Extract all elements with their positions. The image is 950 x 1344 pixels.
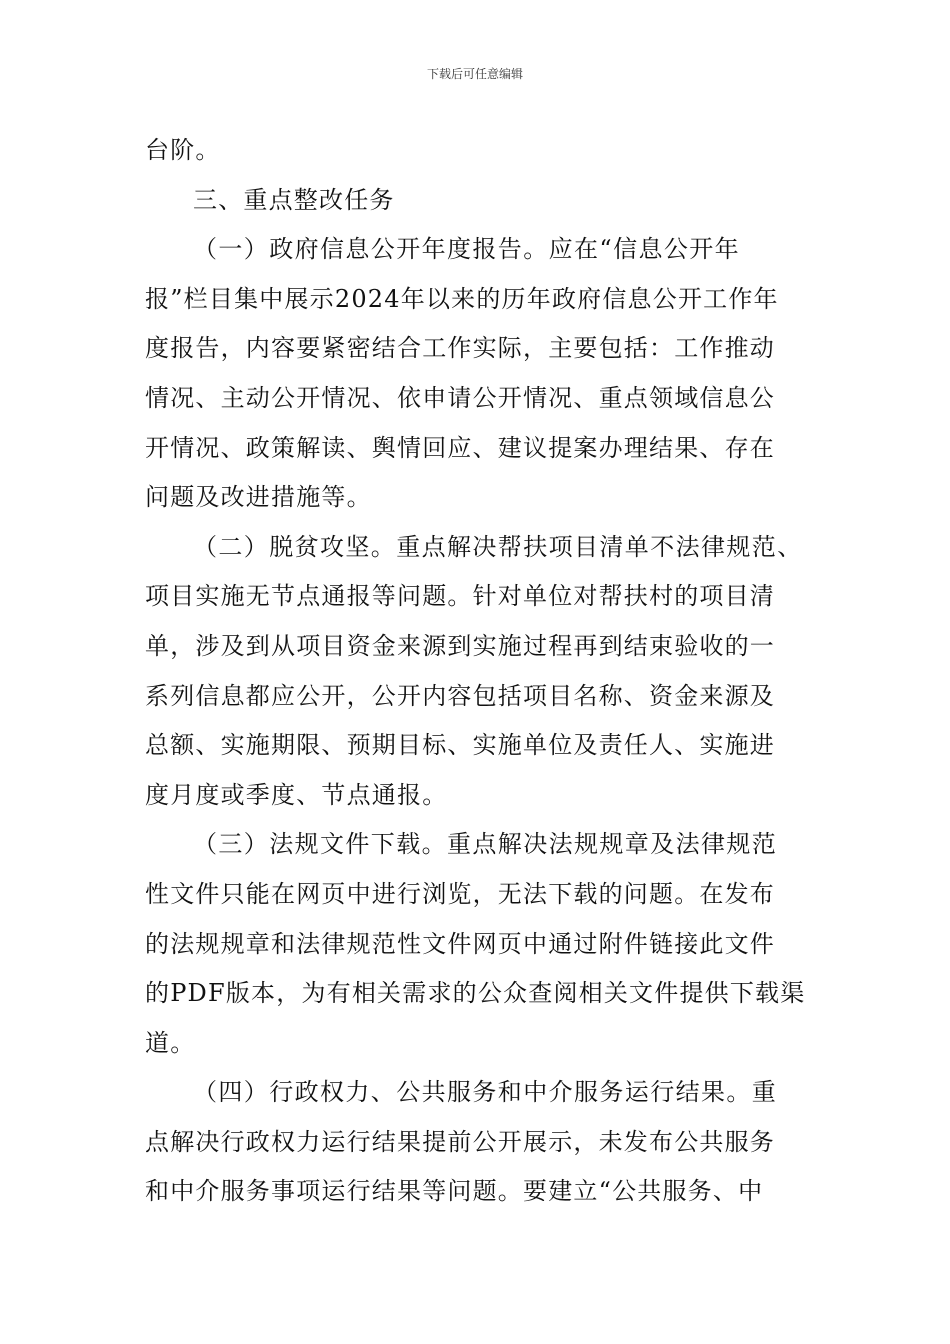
body-line-9: （二）脱贫攻坚。重点解决帮扶项目清单不法律规范、 [193,532,803,561]
body-line-16: 性文件只能在网页中进行浏览，无法下载的问题。在发布 [145,879,775,908]
body-line-8: 问题及改进措施等。 [145,483,372,512]
body-line-12: 系列信息都应公开，公开内容包括项目名称、资金来源及 [145,681,775,710]
body-line-20: （四）行政权力、公共服务和中介服务运行结果。重 [193,1078,778,1107]
body-line-10: 项目实施无节点通报等问题。针对单位对帮扶村的项目清 [145,582,775,611]
body-line-22: 和中介服务事项运行结果等问题。要建立“公共服务、中 [145,1177,764,1206]
body-line-13: 总额、实施期限、预期目标、实施单位及责任人、实施进 [145,731,775,760]
body-line-21: 点解决行政权力运行结果提前公开展示，未发布公共服务 [145,1127,775,1156]
body-line-3: （一）政府信息公开年度报告。应在“信息公开年 [193,235,741,264]
section-heading: 三、重点整改任务 [193,185,395,214]
body-line-15: （三）法规文件下载。重点解决法规规章及法律规范 [193,830,778,859]
document-body [145,126,810,1217]
body-line-14: 度月度或季度、节点通报。 [145,780,448,809]
body-line-6: 情况、主动公开情况、依申请公开情况、重点领域信息公 [145,383,775,412]
body-line-17: 的法规规章和法律规范性文件网页中通过附件链接此文件 [145,929,775,958]
body-line-5: 度报告，内容要紧密结合工作实际，主要包括：工作推动 [145,334,775,363]
body-line-1: 台阶。 [145,136,221,164]
body-line-11: 单，涉及到从项目资金来源到实施过程再到结束验收的一 [145,631,775,660]
body-line-18: 的PDF版本，为有相关需求的公众查阅相关文件提供下载渠 [145,979,806,1008]
body-line-7: 开情况、政策解读、舆情回应、建议提案办理结果、存在 [145,433,775,462]
body-line-4: 报”栏目集中展示2024年以来的历年政府信息公开工作年 [145,284,779,313]
body-line-19: 道。 [145,1028,196,1057]
page-header: 下载后可任意编辑 [426,67,523,81]
